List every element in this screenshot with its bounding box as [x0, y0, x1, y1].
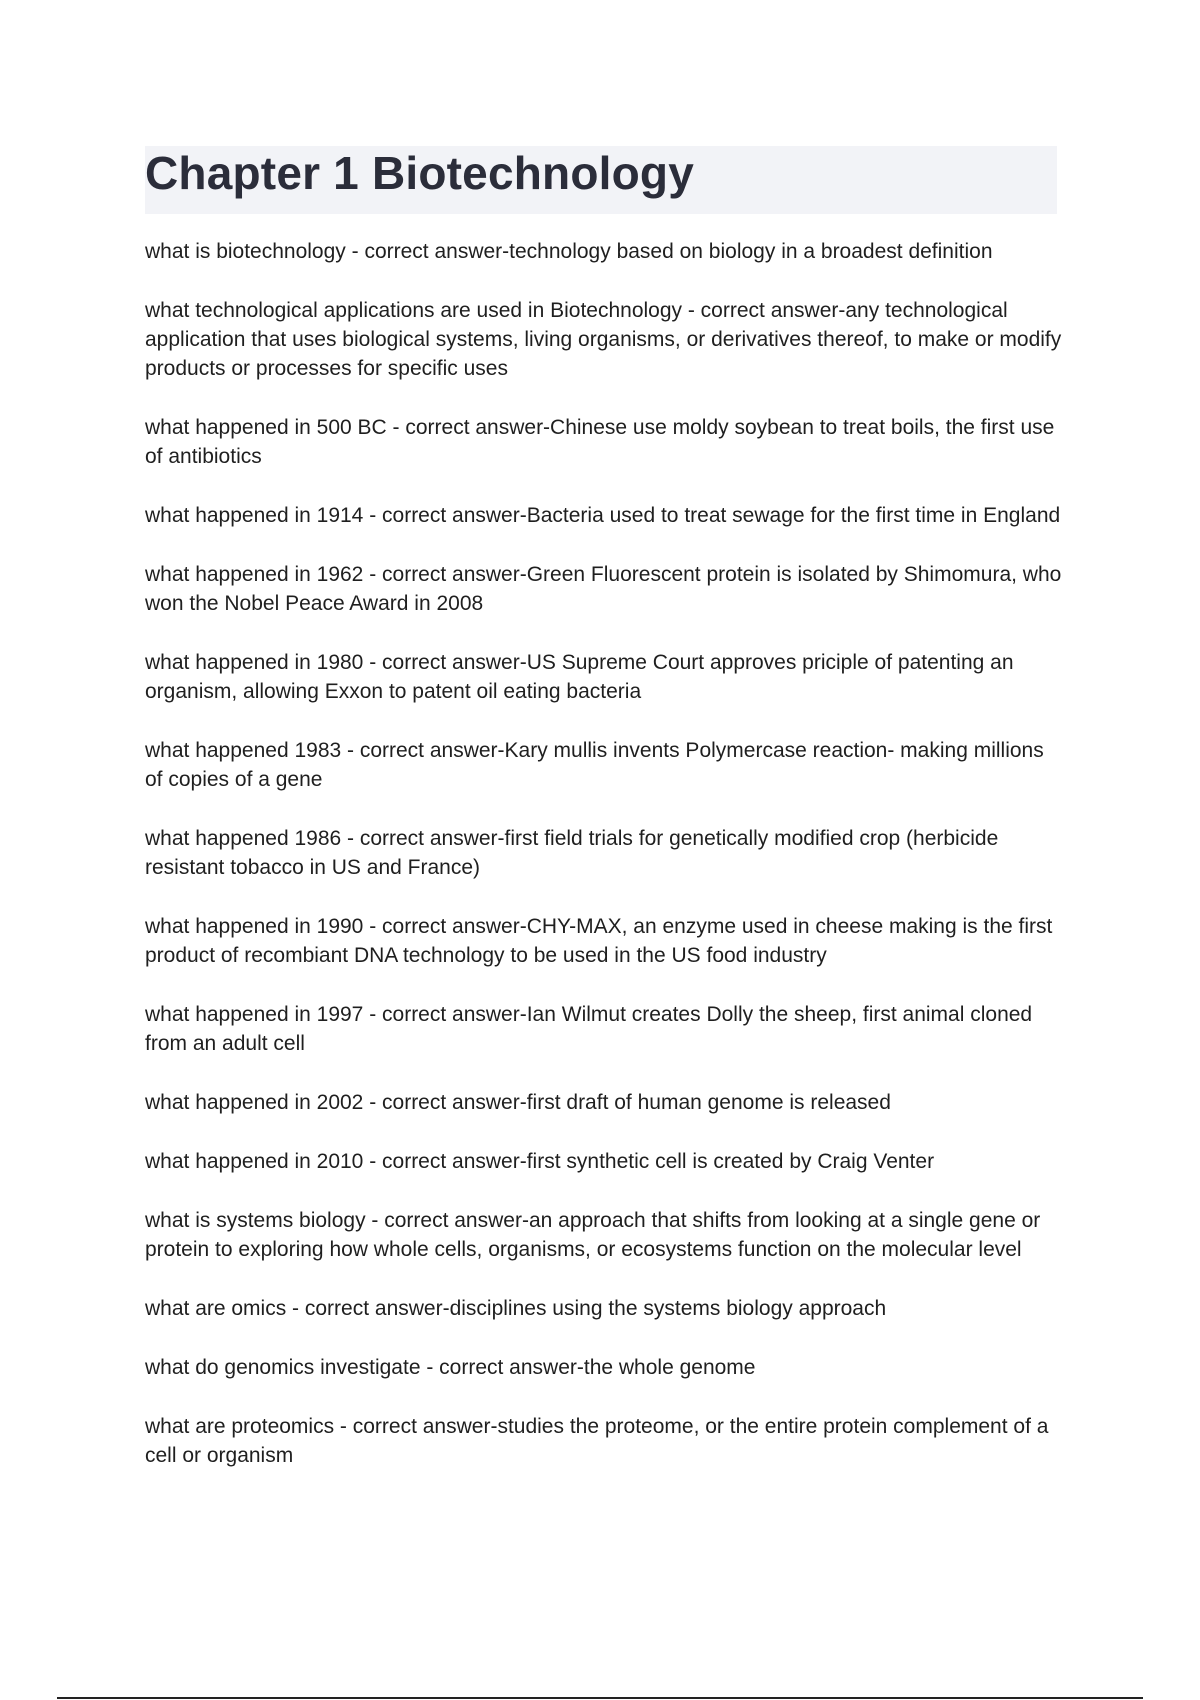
qa-item: what happened 1983 - correct answer-Kary mullis invents Polymercase reaction- making millions of copies of a gene [145, 739, 1044, 791]
qa-item: what technological applications are used in Biotechnology - correct answer-any technological application that uses biological systems, living organisms, or derivatives thereof, to make or modify products or processes for specific uses [145, 299, 1062, 380]
qa-item: what happened in 2010 - correct answer-first synthetic cell is created by Craig Venter [145, 1150, 935, 1173]
qa-item: what happened in 1990 - correct answer-CHY-MAX, an enzyme used in cheese making is the first product of recombiant DNA technology to be used in the US food industry [145, 915, 1053, 967]
qa-item: what happened 1986 - correct answer-first field trials for genetically modified crop (herbicide resistant tobacco in US and France) [145, 827, 999, 879]
qa-item: what are omics - correct answer-disciplines using the systems biology approach [145, 1297, 887, 1320]
qa-list [145, 237, 1065, 1500]
qa-item: what do genomics investigate - correct answer-the whole genome [145, 1356, 756, 1379]
qa-item: what happened in 1980 - correct answer-US Supreme Court approves priciple of patenting an organism, allowing Exxon to patent oil eating bacteria [145, 651, 1014, 703]
page-title: Chapter 1 Biotechnology [145, 147, 694, 199]
qa-item: what happened in 1962 - correct answer-Green Fluorescent protein is isolated by Shimomura, who won the Nobel Peace Award in 2008 [145, 563, 1062, 615]
qa-item: what happened in 1997 - correct answer-Ian Wilmut creates Dolly the sheep, first animal cloned from an adult cell [145, 1003, 1033, 1055]
qa-item: what are proteomics - correct answer-studies the proteome, or the entire protein complement of a cell or organism [145, 1415, 1049, 1467]
qa-item: what happened in 1914 - correct answer-Bacteria used to treat sewage for the first time in England [145, 504, 1061, 527]
qa-item: what happened in 500 BC - correct answer-Chinese use moldy soybean to treat boils, the first use of antibiotics [145, 416, 1055, 468]
qa-item: what is biotechnology - correct answer-technology based on biology in a broadest definition [145, 240, 993, 263]
title-band [145, 146, 1057, 214]
qa-item: what is systems biology - correct answer-an approach that shifts from looking at a single gene or protein to exploring how whole cells, organisms, or ecosystems function on the molecular level [145, 1209, 1041, 1261]
footer-divider [57, 1697, 1143, 1699]
qa-item: what happened in 2002 - correct answer-first draft of human genome is released [145, 1091, 891, 1114]
